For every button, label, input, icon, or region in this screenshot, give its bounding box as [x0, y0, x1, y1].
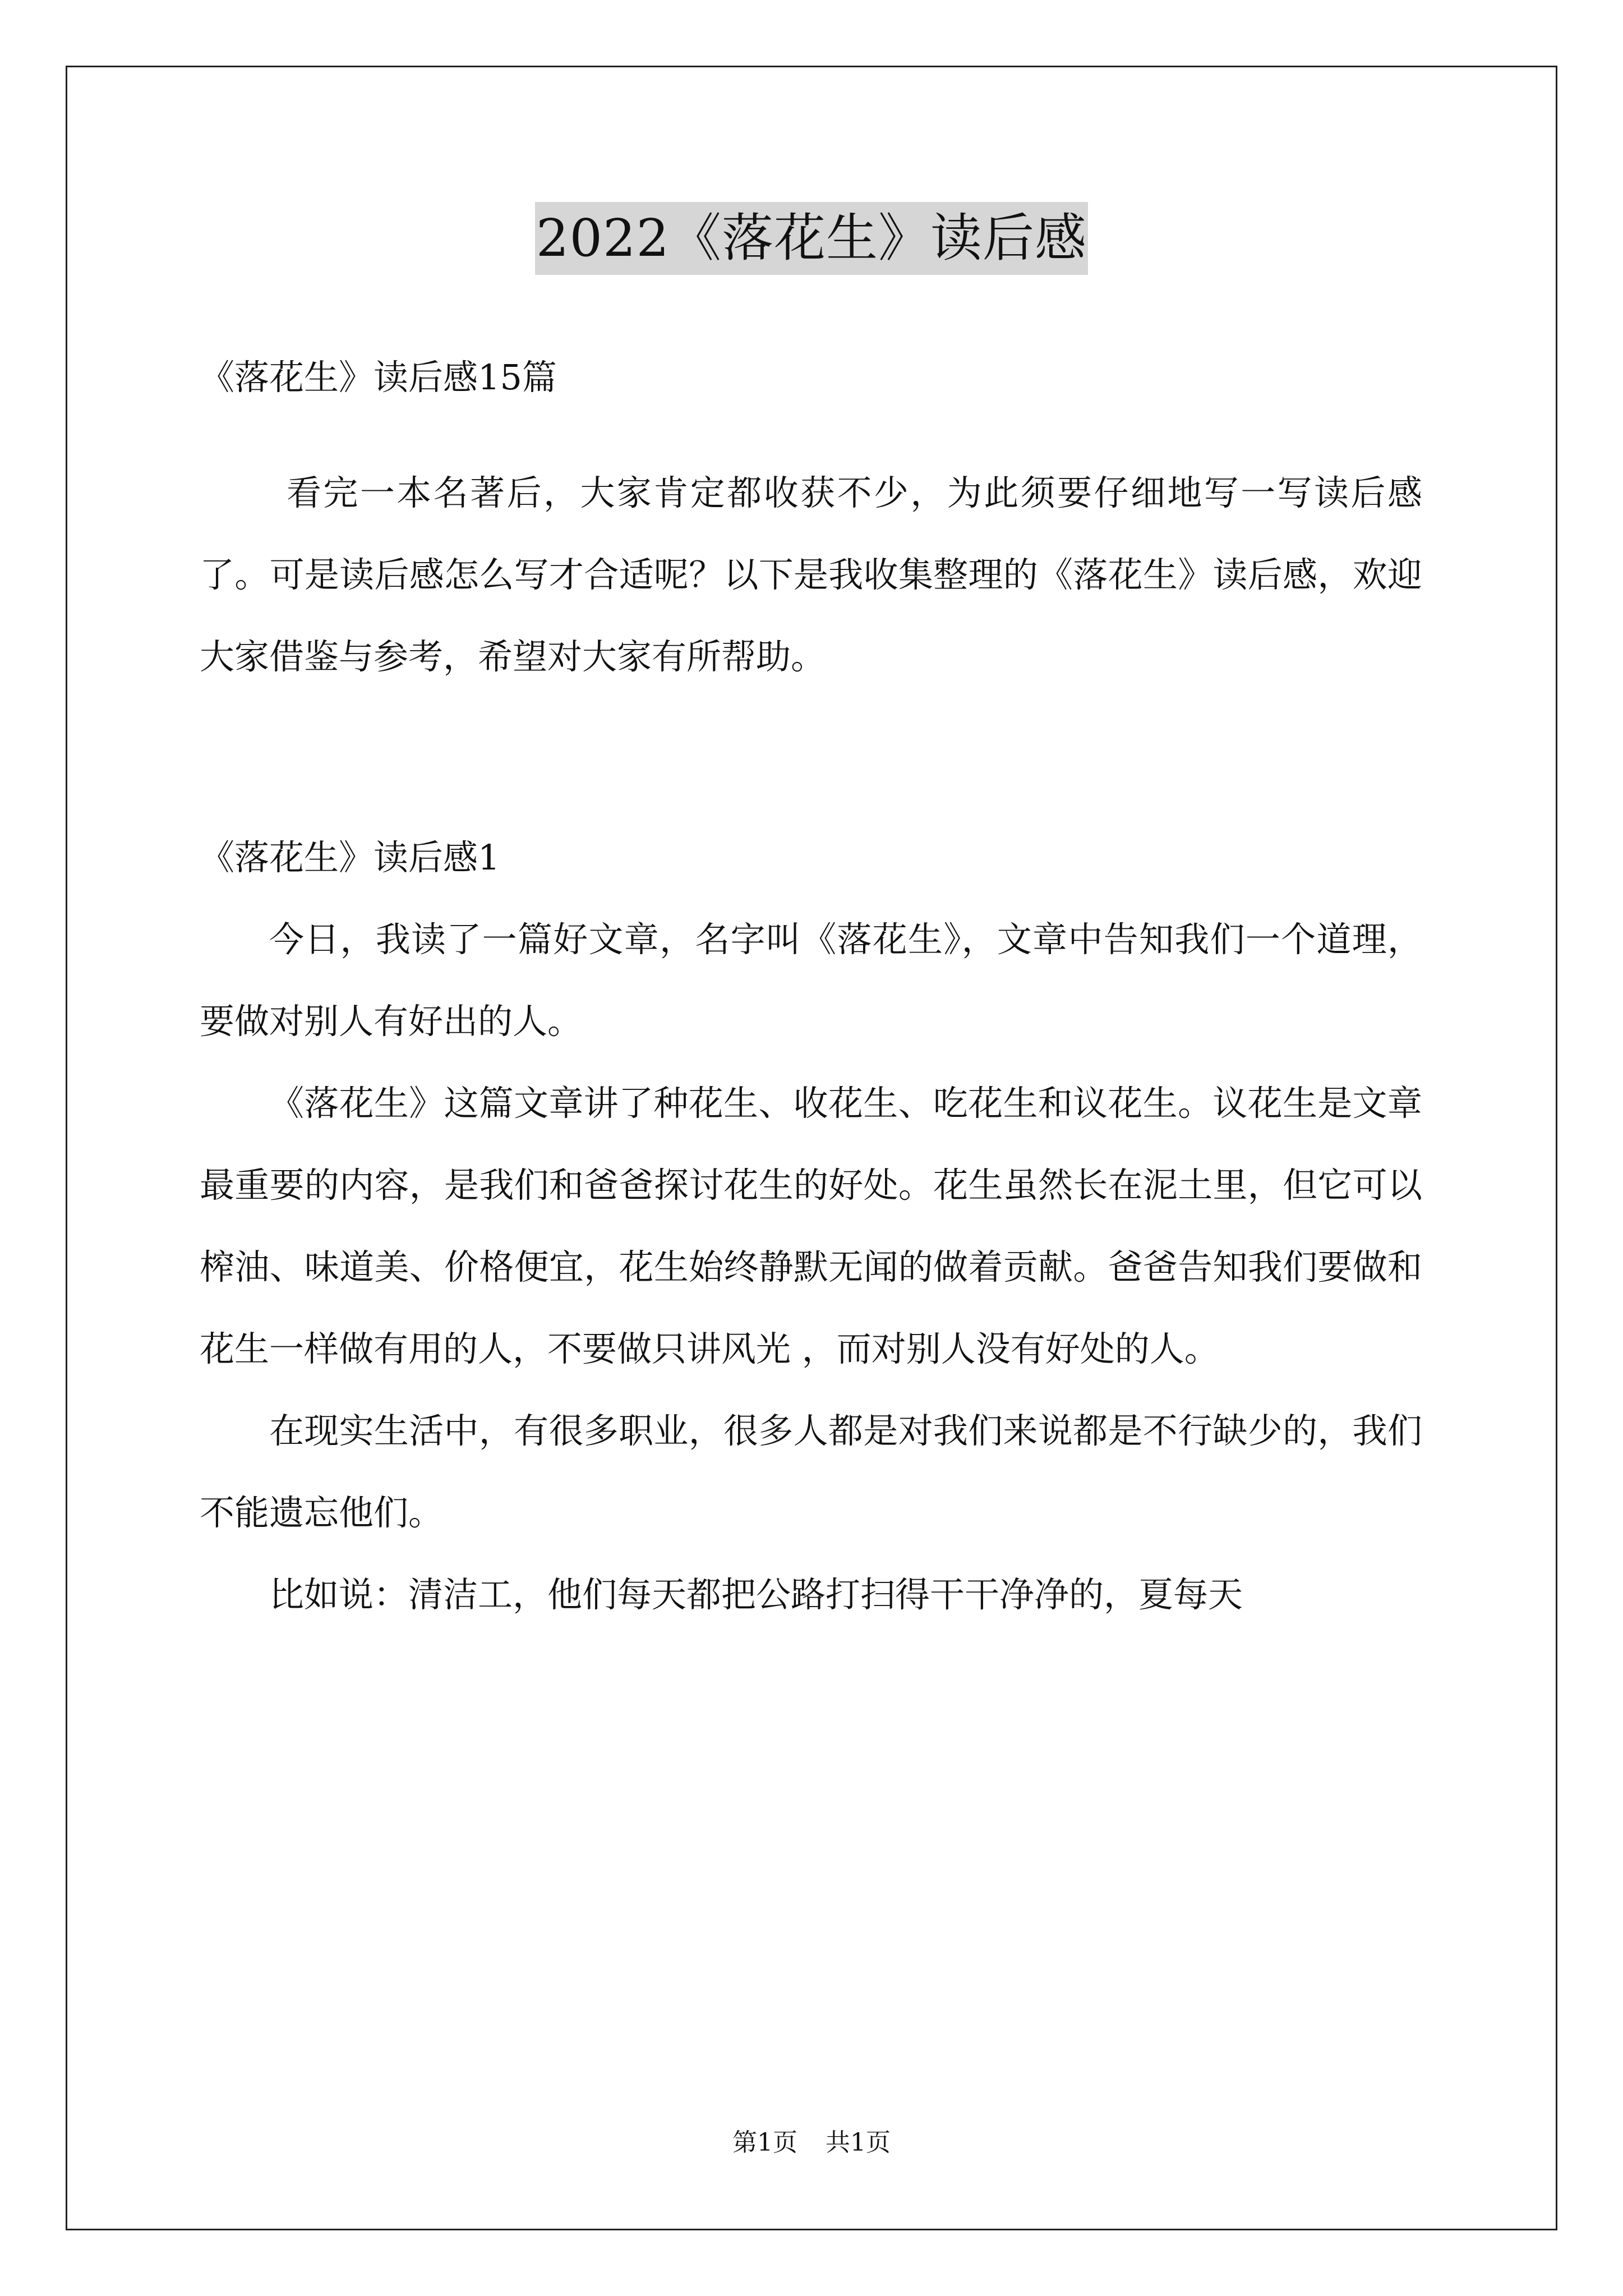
- document-subtitle: 《落花生》读后感15篇: [200, 357, 557, 398]
- body-paragraph: 比如说：清洁工，他们每天都把公路打扫得干干净净的，夏每天: [269, 1574, 1243, 1615]
- title-container: [0, 202, 1623, 275]
- page-number: 第1页: [732, 2128, 797, 2157]
- intro-paragraph: 看完一本名著后，大家肯定都收获不少，为此须要仔细地写一写读后感了。可是读后感怎么写才合适呢？以下是我收集整理的《落花生》读后感，欢迎大家借鉴与参考，希望对大家有所帮助。: [200, 472, 1422, 677]
- body-paragraph: 今日，我读了一篇好文章，名字叫《落花生》，文章中告知我们一个道理，要做对别人有好出的人。: [200, 919, 1422, 1042]
- body-paragraph: 在现实生活中，有很多职业，很多人都是对我们来说都是不行缺少的，我们不能遗忘他们。: [200, 1410, 1422, 1533]
- body-paragraph: 《落花生》这篇文章讲了种花生、收花生、吃花生和议花生。议花生是文章最重要的内容，是我们和爸爸探讨花生的好处。花生虽然长在泥土里，但它可以榨油、味道美、价格便宜，花生始终静默无闻的做着贡献。爸爸告知我们要做和花生一样做有用的人，不要做只讲风光 ，而对别人没有好处的人。: [200, 1083, 1422, 1369]
- page-footer: [0, 2126, 1623, 2160]
- document-title: 2022《落花生》读后感: [535, 202, 1088, 275]
- section-heading: 《落花生》读后感1: [200, 837, 500, 878]
- page-total: 共1页: [826, 2128, 891, 2157]
- document-body: [200, 337, 1422, 1636]
